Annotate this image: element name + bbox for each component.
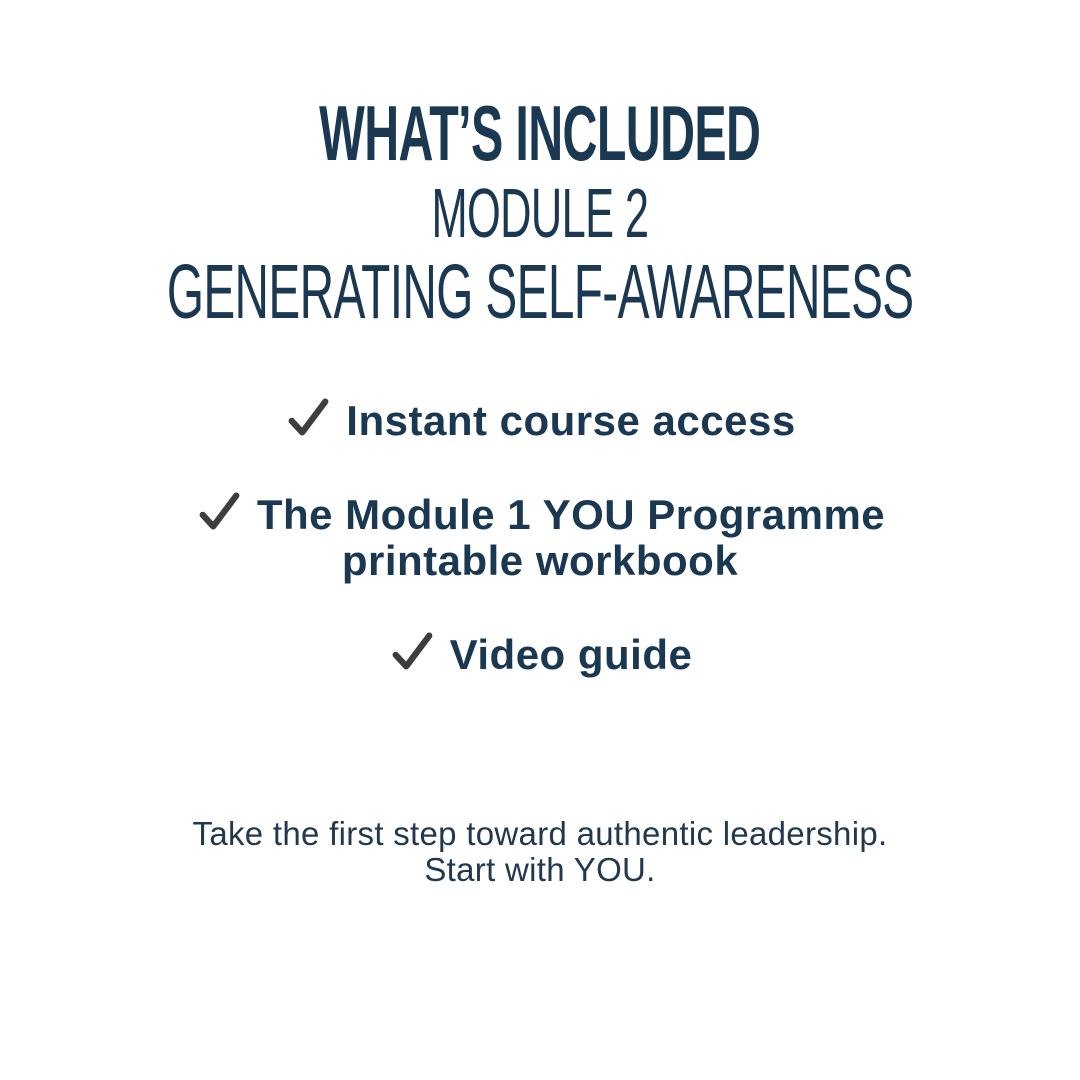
checkmark-icon [195,487,243,535]
headline-topic: GENERATING SELF-AWARENESS [166,249,914,336]
checklist-item-workbook [115,487,965,583]
checklist-item-label: The Module 1 YOU Programme printable workbook [256,491,886,584]
checkmark-icon [284,393,332,441]
checklist-item-video-guide [388,627,693,677]
checklist [0,393,1080,677]
checkmark-icon [388,627,436,675]
headline-module: MODULE 2 [431,174,649,253]
checklist-item-course-access [284,393,795,443]
footer-tagline [0,816,1080,887]
checklist-item-label: Video guide [449,631,693,679]
headline-whats-included: WHAT’S INCLUDED [319,89,761,177]
checklist-item-label: Instant course access [346,397,796,445]
footer-line-2: Start with YOU. [424,850,656,888]
footer-line-1: Take the first step toward authentic leadership. [192,815,888,852]
headline-block [0,89,1080,336]
